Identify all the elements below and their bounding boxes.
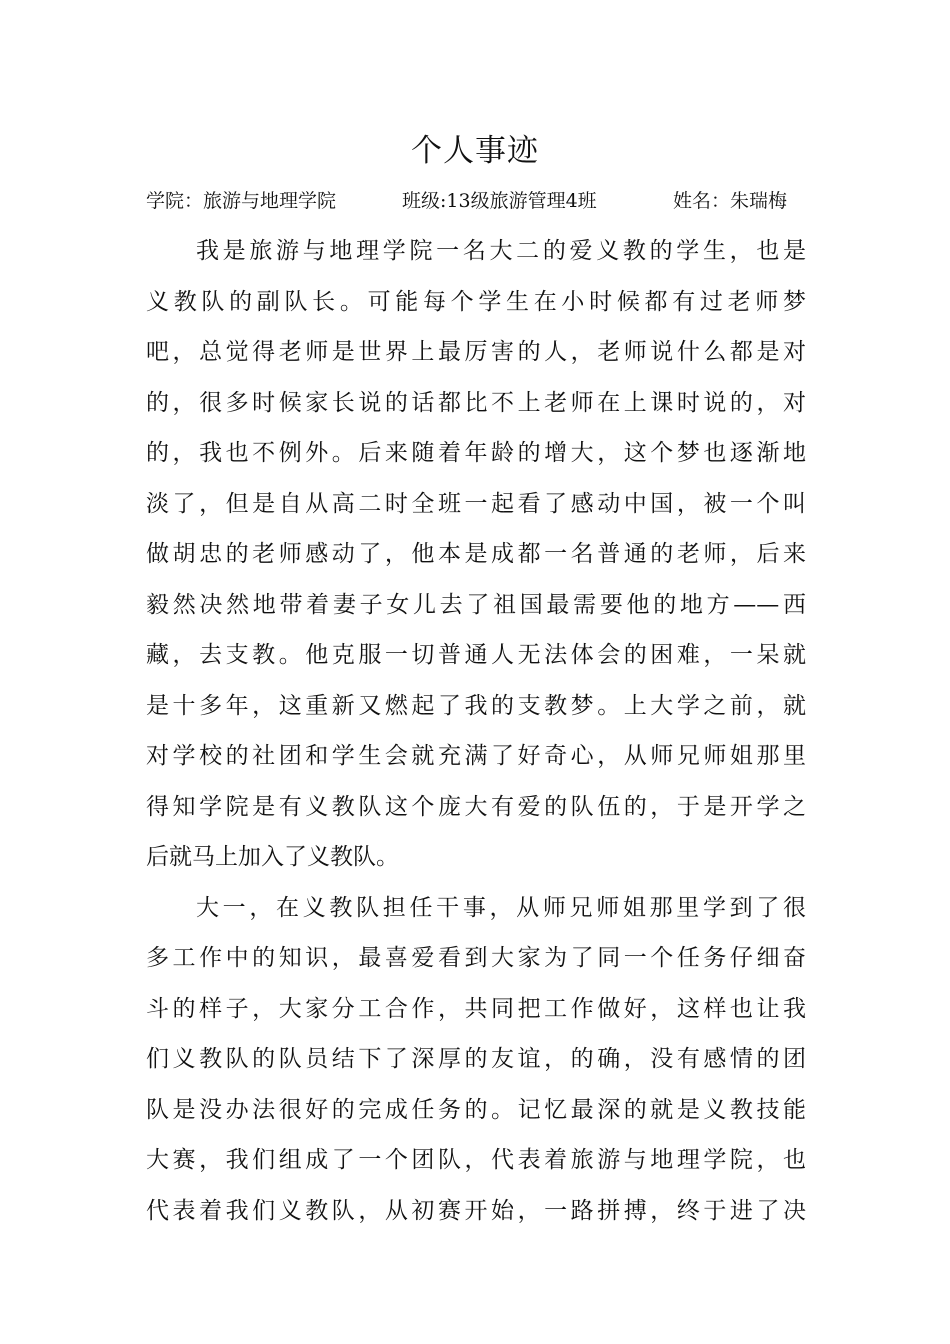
text-line: 得知学院是有义教队这个庞大有爱的队伍的，于是开学之 <box>146 793 806 820</box>
text-line: 的，很多时候家长说的话都比不上老师在上课时说的，对 <box>146 389 806 416</box>
name-field: 姓名：朱瑞梅 <box>673 190 788 212</box>
text-line: 淡了，但是自从高二时全班一起看了感动中国，被一个叫 <box>146 490 806 517</box>
text-line: 们义教队的队员结下了深厚的友谊，的确，没有感情的团 <box>146 1046 806 1072</box>
text-line: 队是没办法很好的完成任务的。记忆最深的就是义教技能 <box>146 1096 806 1123</box>
text-line: 藏，去支教。他克服一切普通人无法体会的困难，一呆就 <box>146 642 806 668</box>
class-field: 班级:13级旅游管理4班 <box>402 190 597 212</box>
text-line: 的，我也不例外。后来随着年龄的增大，这个梦也逐渐地 <box>146 440 806 466</box>
text-line: 后就马上加入了义教队。 <box>146 844 399 870</box>
page-title: 个人事迹 <box>411 133 539 169</box>
text-line: 代表着我们义教队，从初赛开始，一路拼搏，终于进了决 <box>146 1197 806 1224</box>
text-line: 大一，在义教队担任干事，从师兄师姐那里学到了很 <box>196 894 806 921</box>
text-line: 做胡忠的老师感动了，他本是成都一名普通的老师，后来 <box>146 541 806 567</box>
text-line: 吧，总觉得老师是世界上最厉害的人，老师说什么都是对 <box>146 339 806 365</box>
author-info-line <box>146 184 806 218</box>
college-field: 学院：旅游与地理学院 <box>146 190 337 212</box>
text-line: 毅然决然地带着妻子女儿去了祖国最需要他的地方——西 <box>146 591 806 618</box>
text-line: 我是旅游与地理学院一名大二的爱义教的学生，也是 <box>196 238 806 264</box>
body-text <box>146 226 806 1236</box>
text-line: 对学校的社团和学生会就充满了好奇心，从师兄师姐那里 <box>146 743 806 769</box>
text-line: 大赛，我们组成了一个团队，代表着旅游与地理学院，也 <box>146 1147 806 1173</box>
text-line: 义教队的副队长。可能每个学生在小时候都有过老师梦 <box>146 288 806 315</box>
text-line: 是十多年，这重新又燃起了我的支教梦。上大学之前，就 <box>146 692 806 719</box>
text-line: 多工作中的知识，最喜爱看到大家为了同一个任务仔细奋 <box>146 945 806 971</box>
paragraph <box>146 226 806 883</box>
paragraph <box>146 883 806 1237</box>
text-line: 斗的样子，大家分工合作，共同把工作做好，这样也让我 <box>146 995 806 1022</box>
